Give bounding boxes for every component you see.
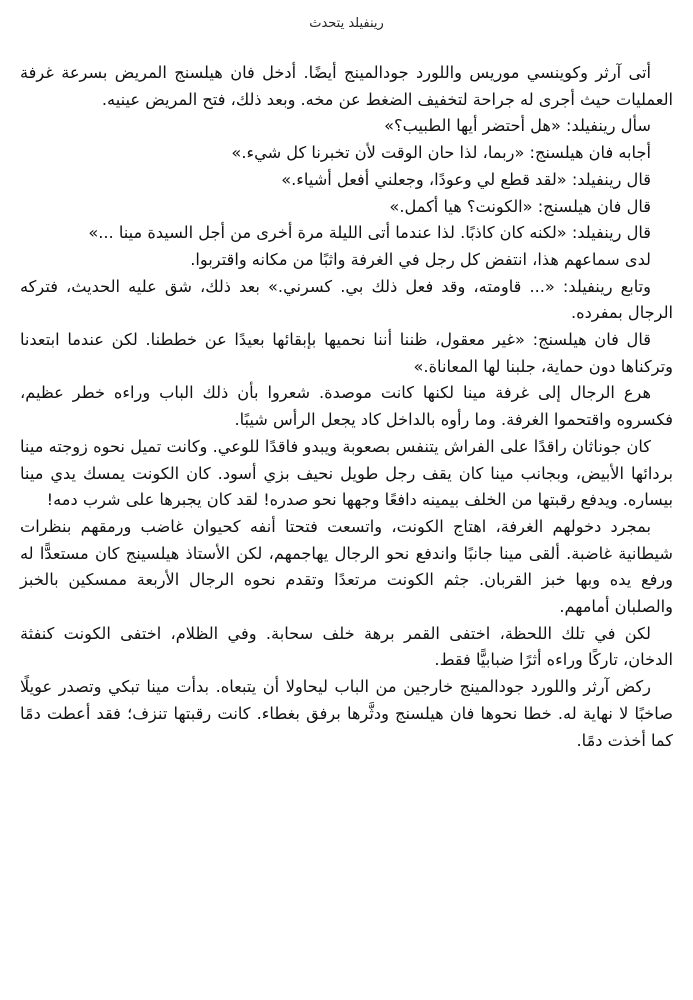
running-title: رينفيلد يتحدث <box>309 16 384 31</box>
paragraph: قال رينفيلد: «لقد قطع لي وعودًا، وجعلني أفعل أشياء.» <box>281 169 651 189</box>
paragraph: قال فان هيلسنج: «الكونت؟ هيا أكمل.» <box>389 196 651 216</box>
paragraph: قال فان هيلسنج: «غير معقول، ظننا أننا نحميها بإبقائها بعيدًا عن خططنا. لكن عندما ابتعدنا وتركناها دون حماية، جلبنا لها المعاناة.» <box>20 330 673 376</box>
paragraph: كان جوناثان راقدًا على الفراش يتنفس بصعوبة ويبدو فاقدًا للوعي. وكانت تميل نحوه زوجته مينا بردائها الأبيض، وبجانب مينا كان يقف رجل طويل نحيف بزي أسود. كان الكونت يمسك يدي مينا بيساره. ويدفع رقبتها من الخلف بيمينه دافعًا وجهها نحو صدره! لقد كان يجبرها على شرب دمه! <box>20 436 673 510</box>
paragraph: وتابع رينفيلد: «... قاومته، وقد فعل ذلك بي. كسرني.» بعد ذلك، شق عليه الحديث، فتركه الرجال بمفرده. <box>20 276 673 323</box>
paragraph: هرع الرجال إلى غرفة مينا لكنها كانت موصدة. شعروا بأن ذلك الباب وراءه خطر عظيم، فكسروه واقتحموا الغرفة. وما رأوه بالداخل كاد يجعل الرأس شيبًا. <box>20 383 673 430</box>
paragraph: لكن في تلك اللحظة، اختفى القمر برهة خلف سحابة. وفي الظلام، اختفى الكونت كنفثة الدخان، تاركًا وراءه أثرًا ضبابيًّا فقط. <box>20 623 673 670</box>
paragraph: قال رينفيلد: «لكنه كان كاذبًا. لذا عندما أتى الليلة مرة أخرى من أجل السيدة مينا ...» <box>88 223 651 243</box>
paragraph: أتى آرثر وكوينسي موريس واللورد جودالمينج أيضًا. أدخل فان هيلسنج المريض بسرعة غرفة العمليات حيث أجرى له جراحة لتخفيف الضغط عن مخه. وبعد ذلك، فتح المريض عينيه. <box>20 63 673 109</box>
paragraph: بمجرد دخولهم الغرفة، اهتاج الكونت، واتسعت فتحتا أنفه كحيوان غاضب ورمقهم بنظرات شيطانية غاضبة. ألقى مينا جانبًا واندفع نحو الرجال يهاجمهم، لكن الأستاذ هيلسينج كان مستعدًّا له ورفع يده وبها خبز القربان. جثم الكونت مرتعدًا وتقدم نحوه الرجال الأربعة ممسكين بالخبز والصلبان أمامهم. <box>20 516 673 617</box>
chapter-body <box>20 60 673 754</box>
paragraph: ركض آرثر واللورد جودالمينج خارجين من الباب ليحاولا أن يتبعاه. بدأت مينا تبكي وتصدر عويلًا صاخبًا لا نهاية له. خطا نحوها فان هيلسنج ودثَّرها برفق بغطاء. كانت رقبتها تنزف؛ فقد أعطت دمًا كما أخذت دمًا. <box>20 677 673 750</box>
paragraph: سأل رينفيلد: «هل أحتضر أيها الطبيب؟» <box>384 116 651 136</box>
paragraph: أجابه فان هيلسنج: «ربما، لذا حان الوقت لأن تخبرنا كل شيء.» <box>231 143 651 163</box>
paragraph: لدى سماعهم هذا، انتفض كل رجل في الغرفة واثبًا من مكانه واقتربوا. <box>190 249 651 269</box>
